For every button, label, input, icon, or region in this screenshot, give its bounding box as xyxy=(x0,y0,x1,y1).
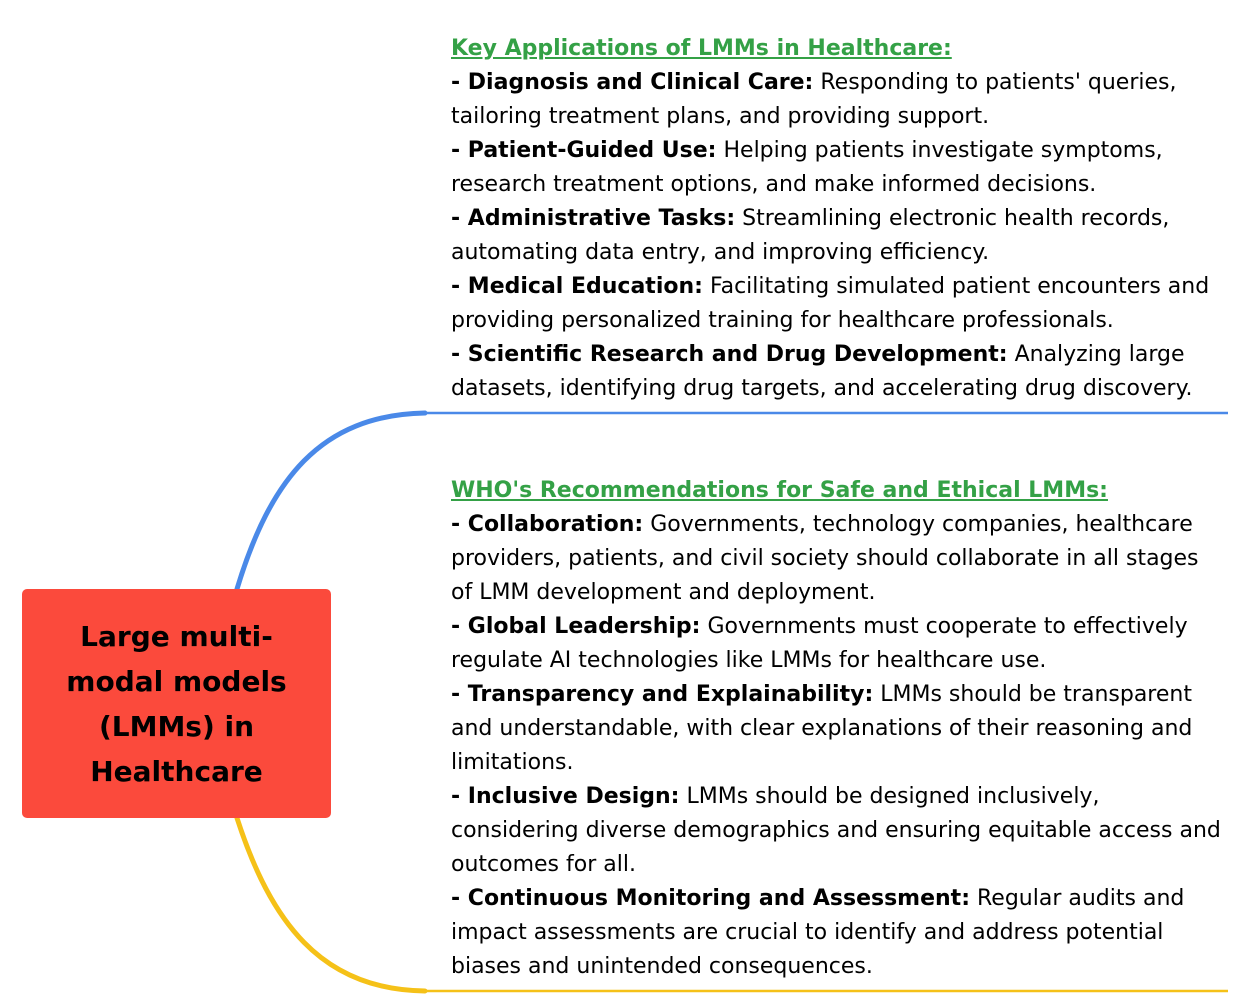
list-item xyxy=(451,610,1221,678)
item-text: Responding to patients' queries, tailoring treatment plans, and providing support. xyxy=(451,70,1177,129)
item-text: Governments must cooperate to effectively regulate AI technologies like LMMs for healthcare use. xyxy=(451,614,1188,673)
central-topic-title: Large multi-modal models (LMMs) in Healthcare xyxy=(66,619,287,788)
item-text: Streamlining electronic health records, automating data entry, and improving efficiency. xyxy=(451,206,1170,265)
item-text: Regular audits and impact assessments are crucial to identify and address potential biases and unintended consequences. xyxy=(451,886,1185,979)
branch-heading: Key Applications of LMMs in Healthcare: xyxy=(451,36,952,61)
list-item xyxy=(451,66,1221,134)
item-text: LMMs should be transparent and understandable, with clear explanations of their reasoning and limitations. xyxy=(451,682,1193,775)
branch-connector-top xyxy=(237,413,425,589)
item-text: Facilitating simulated patient encounters and providing personalized training for healthcare professionals. xyxy=(451,274,1210,333)
item-text: Governments, technology companies, healthcare providers, patients, and civil society should collaborate in all stages of LMM development and deployment. xyxy=(451,512,1199,605)
list-item xyxy=(451,780,1221,882)
list-item xyxy=(451,678,1221,780)
list-item xyxy=(451,338,1221,406)
branch-who-recommendations[interactable] xyxy=(451,474,1221,984)
list-item xyxy=(451,270,1221,338)
branch-connector-bottom xyxy=(237,818,425,991)
item-title: - Transparency and Explainability: xyxy=(451,682,874,707)
item-title: - Global Leadership: xyxy=(451,614,701,639)
item-title: - Medical Education: xyxy=(451,274,703,299)
branch-key-applications[interactable] xyxy=(451,32,1221,406)
list-item xyxy=(451,508,1221,610)
item-title: - Collaboration: xyxy=(451,512,644,537)
item-text: LMMs should be designed inclusively, considering diverse demographics and ensuring equitable access and outcomes for all. xyxy=(451,784,1221,877)
item-title: - Continuous Monitoring and Assessment: xyxy=(451,886,970,911)
item-text: Helping patients investigate symptoms, research treatment options, and make informed decisions. xyxy=(451,138,1163,197)
item-title: - Diagnosis and Clinical Care: xyxy=(451,70,814,95)
list-item xyxy=(451,882,1221,984)
item-title: - Scientific Research and Drug Development: xyxy=(451,342,1008,367)
item-title: - Inclusive Design: xyxy=(451,784,680,809)
central-topic-node[interactable] xyxy=(22,589,331,818)
item-text: Analyzing large datasets, identifying drug targets, and accelerating drug discovery. xyxy=(451,342,1193,401)
item-title: - Administrative Tasks: xyxy=(451,206,736,231)
item-title: - Patient-Guided Use: xyxy=(451,138,717,163)
branch-heading: WHO's Recommendations for Safe and Ethical LMMs: xyxy=(451,478,1108,503)
list-item xyxy=(451,134,1221,202)
list-item xyxy=(451,202,1221,270)
